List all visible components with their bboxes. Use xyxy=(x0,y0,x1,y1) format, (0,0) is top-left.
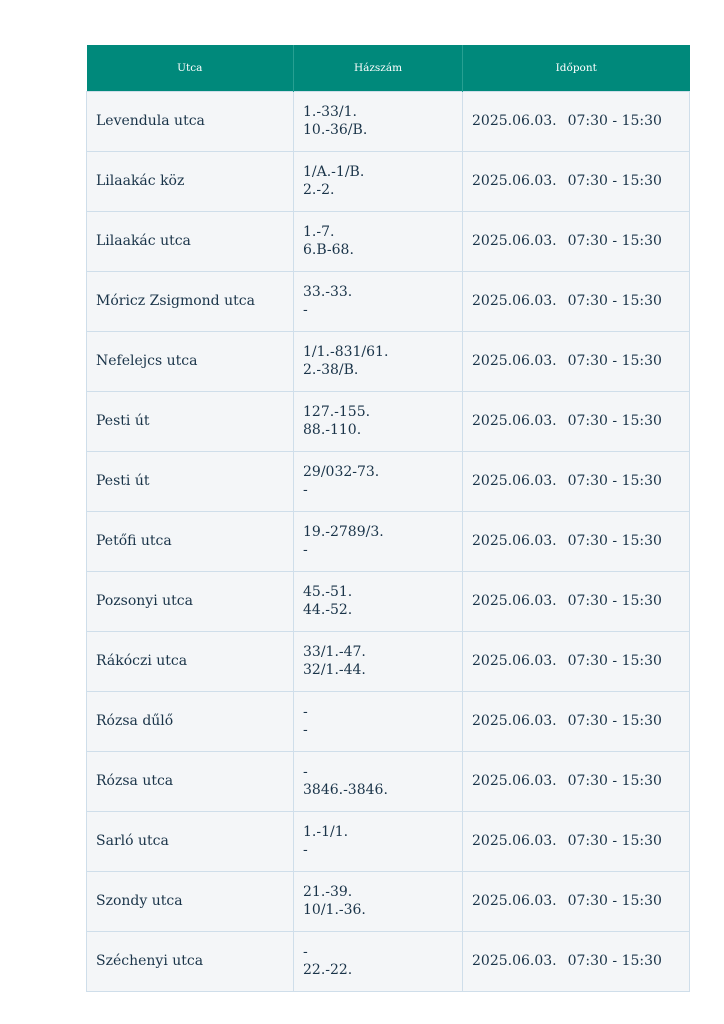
outage-time-range: 07:30 - 15:30 xyxy=(567,833,662,849)
time-cell xyxy=(463,871,690,931)
outage-date: 2025.06.03. xyxy=(472,653,557,669)
outage-date: 2025.06.03. xyxy=(472,893,557,909)
house-number-cell xyxy=(294,571,463,631)
even-side-range: 6.B-68. xyxy=(303,242,354,258)
time-cell xyxy=(463,631,690,691)
odd-side-range: 1/A.-1/B. xyxy=(303,164,365,180)
outage-date: 2025.06.03. xyxy=(472,233,557,249)
street-cell: Szondy utca xyxy=(87,871,294,931)
outage-time-range: 07:30 - 15:30 xyxy=(567,353,662,369)
even-side-range: 2.-2. xyxy=(303,182,335,198)
house-number-cell xyxy=(294,151,463,211)
time-cell xyxy=(463,91,690,151)
outage-date: 2025.06.03. xyxy=(472,713,557,729)
table-row xyxy=(87,511,690,571)
street-cell: Rózsa utca xyxy=(87,751,294,811)
table-row xyxy=(87,271,690,331)
time-cell xyxy=(463,151,690,211)
even-side-range: 2.-38/B. xyxy=(303,362,359,378)
outage-time-range: 07:30 - 15:30 xyxy=(567,413,662,429)
odd-side-range: 1/1.-831/61. xyxy=(303,344,389,360)
outage-date: 2025.06.03. xyxy=(472,113,557,129)
street-cell: Széchenyi utca xyxy=(87,931,294,991)
outage-time-range: 07:30 - 15:30 xyxy=(567,593,662,609)
house-number-cell xyxy=(294,511,463,571)
house-number-cell xyxy=(294,931,463,991)
house-number-cell xyxy=(294,331,463,391)
time-cell xyxy=(463,571,690,631)
table-row xyxy=(87,391,690,451)
outage-date: 2025.06.03. xyxy=(472,533,557,549)
table-row xyxy=(87,151,690,211)
street-cell: Nefelejcs utca xyxy=(87,331,294,391)
table-row xyxy=(87,451,690,511)
time-cell xyxy=(463,931,690,991)
outage-date: 2025.06.03. xyxy=(472,173,557,189)
time-cell xyxy=(463,751,690,811)
street-cell: Levendula utca xyxy=(87,91,294,151)
street-cell: Móricz Zsigmond utca xyxy=(87,271,294,331)
even-side-range: 44.-52. xyxy=(303,602,353,618)
outage-time-range: 07:30 - 15:30 xyxy=(567,173,662,189)
odd-side-range: 45.-51. xyxy=(303,584,353,600)
street-cell: Petőfi utca xyxy=(87,511,294,571)
outage-date: 2025.06.03. xyxy=(472,953,557,969)
even-side-range: 88.-110. xyxy=(303,422,362,438)
even-side-range: - xyxy=(303,842,308,858)
time-cell xyxy=(463,811,690,871)
outage-time-range: 07:30 - 15:30 xyxy=(567,893,662,909)
outage-time-range: 07:30 - 15:30 xyxy=(567,113,662,129)
even-side-range: - xyxy=(303,722,308,738)
table-header xyxy=(87,45,690,91)
street-cell: Pesti út xyxy=(87,451,294,511)
time-cell xyxy=(463,211,690,271)
house-number-cell xyxy=(294,211,463,271)
even-side-range: 22.-22. xyxy=(303,962,353,978)
column-header-time: Időpont xyxy=(555,61,597,74)
column-header-street: Utca xyxy=(87,45,294,91)
odd-side-range: 21.-39. xyxy=(303,884,353,900)
even-side-range: 32/1.-44. xyxy=(303,662,366,678)
odd-side-range: - xyxy=(303,704,308,720)
odd-side-range: 19.-2789/3. xyxy=(303,524,384,540)
even-side-range: 10/1.-36. xyxy=(303,902,366,918)
street-cell: Pozsonyi utca xyxy=(87,571,294,631)
street-cell: Sarló utca xyxy=(87,811,294,871)
table-row xyxy=(87,331,690,391)
house-number-cell xyxy=(294,811,463,871)
header-row xyxy=(87,45,690,91)
time-cell xyxy=(463,331,690,391)
odd-side-range: - xyxy=(303,944,308,960)
outage-time-range: 07:30 - 15:30 xyxy=(567,293,662,309)
odd-side-range: 33/1.-47. xyxy=(303,644,366,660)
time-cell xyxy=(463,271,690,331)
street-cell: Rózsa dűlő xyxy=(87,691,294,751)
table-row xyxy=(87,811,690,871)
time-cell xyxy=(463,451,690,511)
outage-time-range: 07:30 - 15:30 xyxy=(567,953,662,969)
time-cell xyxy=(463,511,690,571)
house-number-cell xyxy=(294,391,463,451)
odd-side-range: 127.-155. xyxy=(303,404,371,420)
house-number-cell xyxy=(294,751,463,811)
outage-time-range: 07:30 - 15:30 xyxy=(567,773,662,789)
outage-date: 2025.06.03. xyxy=(472,773,557,789)
outage-date: 2025.06.03. xyxy=(472,353,557,369)
odd-side-range: 1.-33/1. xyxy=(303,104,357,120)
house-number-cell xyxy=(294,691,463,751)
time-cell xyxy=(463,691,690,751)
odd-side-range: 1.-1/1. xyxy=(303,824,349,840)
outage-time-range: 07:30 - 15:30 xyxy=(567,533,662,549)
outage-time-range: 07:30 - 15:30 xyxy=(567,713,662,729)
table-body xyxy=(87,91,690,991)
outage-date: 2025.06.03. xyxy=(472,413,557,429)
even-side-range: 3846.-3846. xyxy=(303,782,388,798)
street-cell: Rákóczi utca xyxy=(87,631,294,691)
outage-date: 2025.06.03. xyxy=(472,293,557,309)
street-cell: Pesti út xyxy=(87,391,294,451)
table-row xyxy=(87,931,690,991)
table-row xyxy=(87,571,690,631)
even-side-range: - xyxy=(303,482,308,498)
even-side-range: 10.-36/B. xyxy=(303,122,368,138)
outage-date: 2025.06.03. xyxy=(472,593,557,609)
house-number-cell xyxy=(294,871,463,931)
outage-time-range: 07:30 - 15:30 xyxy=(567,653,662,669)
odd-side-range: - xyxy=(303,764,308,780)
house-number-cell xyxy=(294,631,463,691)
house-number-cell xyxy=(294,271,463,331)
outage-time-range: 07:30 - 15:30 xyxy=(567,233,662,249)
table-row xyxy=(87,91,690,151)
time-cell xyxy=(463,391,690,451)
odd-side-range: 33.-33. xyxy=(303,284,353,300)
house-number-cell xyxy=(294,91,463,151)
even-side-range: - xyxy=(303,542,308,558)
table-row xyxy=(87,211,690,271)
odd-side-range: 1.-7. xyxy=(303,224,335,240)
street-cell: Lilaakác köz xyxy=(87,151,294,211)
outage-date: 2025.06.03. xyxy=(472,833,557,849)
outage-time-range: 07:30 - 15:30 xyxy=(567,473,662,489)
table-row xyxy=(87,631,690,691)
outage-date: 2025.06.03. xyxy=(472,473,557,489)
outage-schedule-table xyxy=(86,45,690,992)
table-row xyxy=(87,871,690,931)
column-header-house-number: Házszám xyxy=(294,45,463,91)
table-row xyxy=(87,691,690,751)
table-row xyxy=(87,751,690,811)
odd-side-range: 29/032-73. xyxy=(303,464,380,480)
even-side-range: - xyxy=(303,302,308,318)
house-number-cell xyxy=(294,451,463,511)
street-cell: Lilaakác utca xyxy=(87,211,294,271)
